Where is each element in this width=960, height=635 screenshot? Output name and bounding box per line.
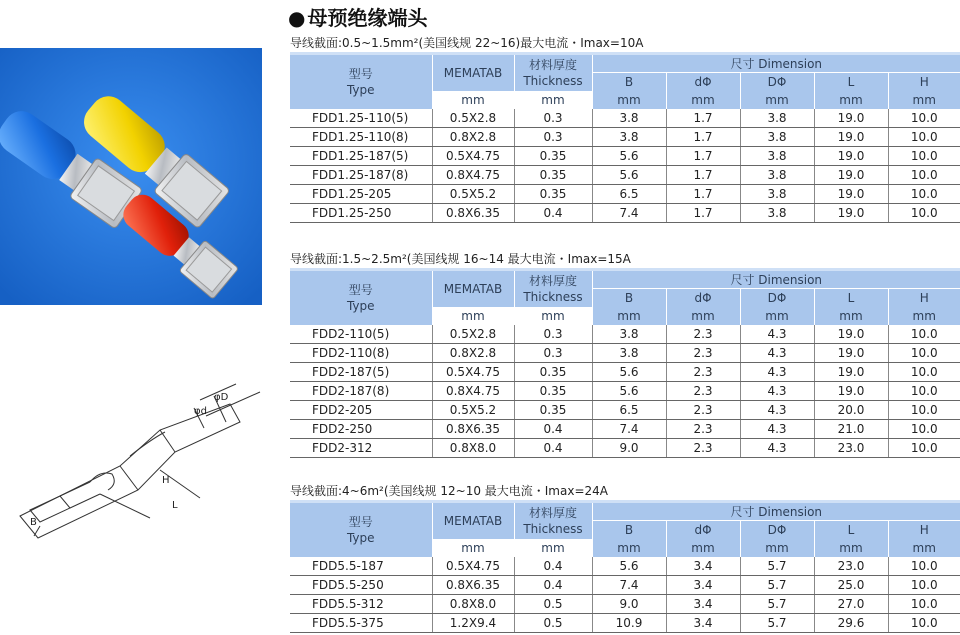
value-cell: 4.3 <box>740 382 814 401</box>
dimension-drawing <box>0 370 270 545</box>
header-dimension: 尺寸 Dimension <box>592 55 960 73</box>
value-cell: 25.0 <box>814 576 888 595</box>
model-cell: FDD2-187(8) <box>290 382 432 401</box>
model-cell: FDD2-205 <box>290 401 432 420</box>
model-cell: FDD2-250 <box>290 420 432 439</box>
unit-mm: mm <box>432 307 514 325</box>
header-type: 型号 Type <box>290 503 432 557</box>
value-cell: 7.4 <box>592 204 666 223</box>
header-tab: MEMATAB <box>432 55 514 91</box>
label-L: L <box>172 500 178 511</box>
value-cell: 5.6 <box>592 147 666 166</box>
value-cell: 3.8 <box>740 128 814 147</box>
value-cell: 0.8X6.35 <box>432 420 514 439</box>
unit-mm: mm <box>740 91 814 109</box>
model-cell: FDD5.5-187 <box>290 557 432 576</box>
unit-mm: mm <box>432 91 514 109</box>
value-cell: 0.3 <box>514 109 592 128</box>
value-cell: 10.9 <box>592 614 666 633</box>
header-h: H <box>888 289 960 308</box>
value-cell: 0.8X8.0 <box>432 439 514 458</box>
table-row <box>290 204 960 223</box>
unit-mm: mm <box>514 307 592 325</box>
model-cell: FDD1.25-110(5) <box>290 109 432 128</box>
value-cell: 2.3 <box>666 382 740 401</box>
unit-mm: mm <box>740 307 814 325</box>
value-cell: 10.0 <box>888 614 960 633</box>
unit-mm: mm <box>592 91 666 109</box>
label-phiD: φD <box>214 392 229 403</box>
unit-mm: mm <box>740 539 814 557</box>
value-cell: 0.5X2.8 <box>432 109 514 128</box>
value-cell: 3.8 <box>740 147 814 166</box>
page-title <box>288 2 427 31</box>
model-cell: FDD5.5-375 <box>290 614 432 633</box>
title-text: 母预绝缘端头 <box>307 6 428 30</box>
value-cell: 1.7 <box>666 147 740 166</box>
value-cell: 1.7 <box>666 204 740 223</box>
spec-table <box>290 268 960 458</box>
unit-mm: mm <box>888 539 960 557</box>
section-caption: 导线截面:0.5~1.5mm²(美国线规 22~16)最大电流・Imax=10A <box>290 36 644 50</box>
unit-mm: mm <box>888 307 960 325</box>
table-row <box>290 344 960 363</box>
value-cell: 10.0 <box>888 382 960 401</box>
value-cell: 2.3 <box>666 325 740 344</box>
header-d: dΦ <box>666 521 740 540</box>
header-D: DΦ <box>740 521 814 540</box>
value-cell: 0.5X4.75 <box>432 147 514 166</box>
model-cell: FDD5.5-312 <box>290 595 432 614</box>
value-cell: 19.0 <box>814 185 888 204</box>
value-cell: 6.5 <box>592 185 666 204</box>
value-cell: 0.8X2.8 <box>432 344 514 363</box>
value-cell: 4.3 <box>740 439 814 458</box>
value-cell: 0.4 <box>514 557 592 576</box>
value-cell: 10.0 <box>888 128 960 147</box>
value-cell: 19.0 <box>814 325 888 344</box>
value-cell: 10.0 <box>888 420 960 439</box>
value-cell: 19.0 <box>814 147 888 166</box>
table-row <box>290 147 960 166</box>
header-dimension: 尺寸 Dimension <box>592 271 960 289</box>
value-cell: 19.0 <box>814 344 888 363</box>
value-cell: 3.8 <box>740 109 814 128</box>
value-cell: 0.8X8.0 <box>432 595 514 614</box>
value-cell: 3.4 <box>666 557 740 576</box>
table-row <box>290 401 960 420</box>
value-cell: 19.0 <box>814 363 888 382</box>
value-cell: 19.0 <box>814 128 888 147</box>
model-cell: FDD2-312 <box>290 439 432 458</box>
value-cell: 5.6 <box>592 557 666 576</box>
model-cell: FDD1.25-110(8) <box>290 128 432 147</box>
model-cell: FDD1.25-187(8) <box>290 166 432 185</box>
value-cell: 0.8X6.35 <box>432 576 514 595</box>
header-thickness: 材料厚度 Thickness <box>514 55 592 91</box>
value-cell: 0.35 <box>514 147 592 166</box>
value-cell: 7.4 <box>592 576 666 595</box>
value-cell: 19.0 <box>814 382 888 401</box>
value-cell: 0.3 <box>514 128 592 147</box>
value-cell: 5.7 <box>740 595 814 614</box>
value-cell: 1.7 <box>666 185 740 204</box>
value-cell: 1.7 <box>666 166 740 185</box>
model-cell: FDD1.25-187(5) <box>290 147 432 166</box>
spec-table <box>290 500 960 633</box>
value-cell: 10.0 <box>888 109 960 128</box>
value-cell: 0.5X5.2 <box>432 401 514 420</box>
value-cell: 23.0 <box>814 439 888 458</box>
value-cell: 27.0 <box>814 595 888 614</box>
table-row <box>290 439 960 458</box>
value-cell: 10.0 <box>888 204 960 223</box>
value-cell: 4.3 <box>740 344 814 363</box>
value-cell: 10.0 <box>888 147 960 166</box>
header-l: L <box>814 289 888 308</box>
value-cell: 6.5 <box>592 401 666 420</box>
table-body <box>290 557 960 633</box>
header-type: 型号 Type <box>290 55 432 109</box>
value-cell: 0.5X4.75 <box>432 557 514 576</box>
header-h: H <box>888 521 960 540</box>
header-thickness: 材料厚度 Thickness <box>514 503 592 539</box>
value-cell: 1.7 <box>666 128 740 147</box>
section-caption: 导线截面:4~6m²(美国线规 12~10 最大电流・Imax=24A <box>290 484 608 498</box>
value-cell: 0.35 <box>514 166 592 185</box>
value-cell: 0.5 <box>514 595 592 614</box>
value-cell: 0.8X2.8 <box>432 128 514 147</box>
value-cell: 2.3 <box>666 344 740 363</box>
header-l: L <box>814 73 888 92</box>
value-cell: 3.8 <box>592 109 666 128</box>
header-D: DΦ <box>740 73 814 92</box>
value-cell: 0.35 <box>514 382 592 401</box>
table-row <box>290 576 960 595</box>
model-cell: FDD1.25-205 <box>290 185 432 204</box>
value-cell: 0.3 <box>514 325 592 344</box>
header-d: dΦ <box>666 73 740 92</box>
unit-mm: mm <box>888 91 960 109</box>
header-tab: MEMATAB <box>432 271 514 307</box>
value-cell: 0.5 <box>514 614 592 633</box>
model-cell: FDD2-110(5) <box>290 325 432 344</box>
value-cell: 5.6 <box>592 166 666 185</box>
value-cell: 0.35 <box>514 401 592 420</box>
unit-mm: mm <box>666 91 740 109</box>
value-cell: 0.5X2.8 <box>432 325 514 344</box>
value-cell: 1.7 <box>666 109 740 128</box>
value-cell: 23.0 <box>814 557 888 576</box>
unit-mm: mm <box>814 91 888 109</box>
value-cell: 29.6 <box>814 614 888 633</box>
table-row <box>290 614 960 633</box>
value-cell: 3.8 <box>592 344 666 363</box>
value-cell: 1.2X9.4 <box>432 614 514 633</box>
unit-mm: mm <box>814 307 888 325</box>
table-row <box>290 185 960 204</box>
value-cell: 20.0 <box>814 401 888 420</box>
unit-mm: mm <box>592 307 666 325</box>
header-tab: MEMATAB <box>432 503 514 539</box>
value-cell: 19.0 <box>814 109 888 128</box>
value-cell: 0.8X4.75 <box>432 382 514 401</box>
value-cell: 10.0 <box>888 166 960 185</box>
value-cell: 10.0 <box>888 344 960 363</box>
value-cell: 3.8 <box>740 166 814 185</box>
value-cell: 10.0 <box>888 401 960 420</box>
table-row <box>290 128 960 147</box>
value-cell: 4.3 <box>740 325 814 344</box>
table-row <box>290 166 960 185</box>
value-cell: 0.8X6.35 <box>432 204 514 223</box>
unit-mm: mm <box>432 539 514 557</box>
value-cell: 0.3 <box>514 344 592 363</box>
model-cell: FDD2-187(5) <box>290 363 432 382</box>
value-cell: 2.3 <box>666 439 740 458</box>
label-phid: φd <box>194 406 207 417</box>
value-cell: 5.7 <box>740 557 814 576</box>
value-cell: 4.3 <box>740 363 814 382</box>
value-cell: 4.3 <box>740 401 814 420</box>
value-cell: 3.4 <box>666 595 740 614</box>
value-cell: 5.7 <box>740 576 814 595</box>
value-cell: 0.4 <box>514 439 592 458</box>
header-b: B <box>592 73 666 92</box>
value-cell: 3.8 <box>740 185 814 204</box>
label-H: H <box>162 475 170 486</box>
value-cell: 9.0 <box>592 595 666 614</box>
value-cell: 5.7 <box>740 614 814 633</box>
header-type: 型号 Type <box>290 271 432 325</box>
header-dimension: 尺寸 Dimension <box>592 503 960 521</box>
value-cell: 4.3 <box>740 420 814 439</box>
value-cell: 2.3 <box>666 401 740 420</box>
value-cell: 0.35 <box>514 363 592 382</box>
table-row <box>290 109 960 128</box>
value-cell: 3.8 <box>592 325 666 344</box>
model-cell: FDD2-110(8) <box>290 344 432 363</box>
header-b: B <box>592 289 666 308</box>
table-row <box>290 557 960 576</box>
table-body <box>290 109 960 223</box>
value-cell: 10.0 <box>888 557 960 576</box>
value-cell: 0.35 <box>514 185 592 204</box>
model-cell: FDD5.5-250 <box>290 576 432 595</box>
value-cell: 2.3 <box>666 420 740 439</box>
table-row <box>290 420 960 439</box>
value-cell: 3.4 <box>666 576 740 595</box>
value-cell: 7.4 <box>592 420 666 439</box>
terminal-photo-icon <box>0 48 262 305</box>
value-cell: 3.4 <box>666 614 740 633</box>
header-b: B <box>592 521 666 540</box>
unit-mm: mm <box>666 307 740 325</box>
value-cell: 10.0 <box>888 595 960 614</box>
value-cell: 0.4 <box>514 204 592 223</box>
header-thickness: 材料厚度 Thickness <box>514 271 592 307</box>
value-cell: 5.6 <box>592 363 666 382</box>
unit-mm: mm <box>814 539 888 557</box>
unit-mm: mm <box>514 91 592 109</box>
header-l: L <box>814 521 888 540</box>
spec-table <box>290 52 960 223</box>
value-cell: 21.0 <box>814 420 888 439</box>
value-cell: 10.0 <box>888 439 960 458</box>
label-B: B <box>30 517 37 528</box>
table-row <box>290 382 960 401</box>
header-h: H <box>888 73 960 92</box>
bullet-icon: ● <box>288 6 306 30</box>
value-cell: 0.8X4.75 <box>432 166 514 185</box>
product-photo <box>0 48 262 305</box>
header-D: DΦ <box>740 289 814 308</box>
value-cell: 2.3 <box>666 363 740 382</box>
value-cell: 19.0 <box>814 204 888 223</box>
model-cell: FDD1.25-250 <box>290 204 432 223</box>
value-cell: 0.4 <box>514 420 592 439</box>
value-cell: 3.8 <box>592 128 666 147</box>
value-cell: 10.0 <box>888 325 960 344</box>
unit-mm: mm <box>514 539 592 557</box>
value-cell: 19.0 <box>814 166 888 185</box>
header-d: dΦ <box>666 289 740 308</box>
value-cell: 5.6 <box>592 382 666 401</box>
value-cell: 9.0 <box>592 439 666 458</box>
value-cell: 10.0 <box>888 363 960 382</box>
table-body <box>290 325 960 458</box>
table-row <box>290 325 960 344</box>
table-row <box>290 595 960 614</box>
value-cell: 10.0 <box>888 185 960 204</box>
value-cell: 0.4 <box>514 576 592 595</box>
unit-mm: mm <box>592 539 666 557</box>
value-cell: 10.0 <box>888 576 960 595</box>
unit-mm: mm <box>666 539 740 557</box>
value-cell: 0.5X4.75 <box>432 363 514 382</box>
section-caption: 导线截面:1.5~2.5m²(美国线规 16~14 最大电流・Imax=15A <box>290 252 631 266</box>
value-cell: 3.8 <box>740 204 814 223</box>
table-row <box>290 363 960 382</box>
value-cell: 0.5X5.2 <box>432 185 514 204</box>
